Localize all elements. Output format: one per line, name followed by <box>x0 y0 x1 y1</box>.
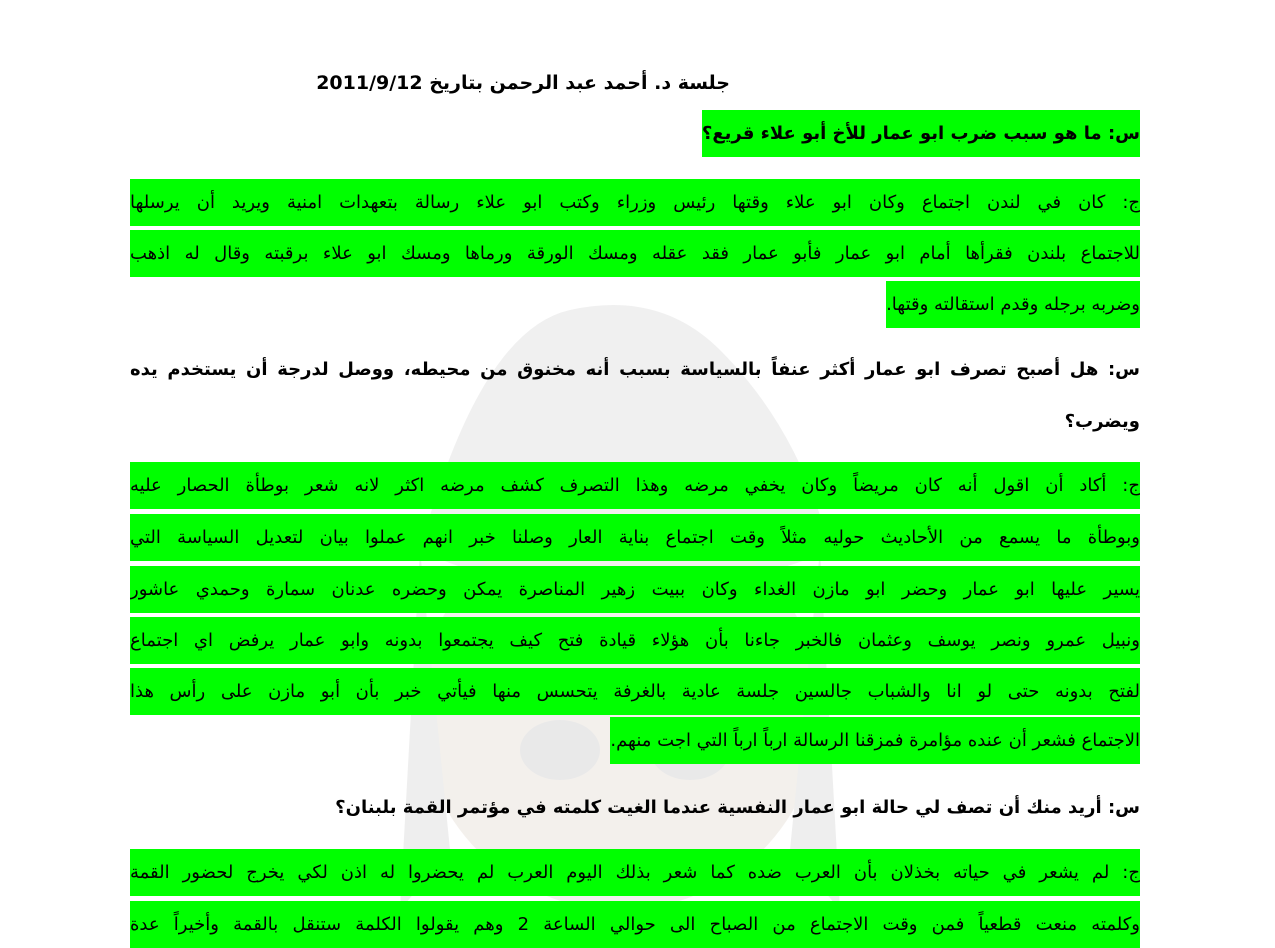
question-1: س: ما هو سبب ضرب ابو عمار للأخ أبو علاء قريع؟ <box>702 110 1140 157</box>
answer-2-line-1: ج: أكاد أن اقول أنه كان مريضاً وكان يخفي مرضه وهذا التصرف كشف مرضه اكثر لانه شعر بوطأة الحصار عليه <box>130 462 1140 509</box>
answer-2-line-4: ونبيل عمرو ونصر يوسف وعثمان فالخبر جاءنا بأن هؤلاء قيادة فتح كيف يجتمعوا بدونه وابو عمار يرفض اي اجتماع <box>130 617 1140 664</box>
question-2-line-2: ويضرب؟ <box>1064 411 1140 432</box>
question-3: س: أريد منك أن تصف لي حالة ابو عمار النفسية عندما الغيت كلمته في مؤتمر القمة بلبنان؟ <box>335 797 1140 818</box>
answer-1-line-2: للاجتماع بلندن فقرأها أمام ابو عمار فأبو عمار فقد عقله ومسك الورقة ورماها ومسك ابو علاء برقبته وقال له اذهب <box>130 230 1140 277</box>
answer-1-line-3: وضربه برجله وقدم استقالته وقتها. <box>886 281 1140 328</box>
session-header <box>130 72 730 102</box>
session-title: جلسة د. أحمد عبد الرحمن بتاريخ <box>429 72 730 94</box>
answer-2-line-5: لفتح بدونه حتى لو انا والشباب جالسين جلسة عادية بالغرفة يتحسس منها فيأتي خبر بأن أبو مازن على رأس هذا <box>130 668 1140 715</box>
session-date: 2011/9/12 <box>316 72 423 94</box>
answer-1-line-1: ج: كان في لندن اجتماع وكان ابو علاء وقتها رئيس وزراء وكتب ابو علاء رسالة بتعهدات امنية ويريد أن يرسلها <box>130 179 1140 226</box>
answer-2-line-6: الاجتماع فشعر أن عنده مؤامرة فمزقنا الرسالة ارباً ارباً التي اجت منهم. <box>610 717 1140 764</box>
answer-3-line-1: ج: لم يشعر في حياته بخذلان بأن العرب ضده كما شعر بذلك اليوم العرب لم يحضروا له اذن لكي يخرج لحضور القمة <box>130 849 1140 896</box>
answer-3-line-2: وكلمته منعت قطعياً فمن وقت الاجتماع من الصباح الى حوالي الساعة 2 وهم يقولوا الكلمة ستنقل بالقمة وأخيراً عدة <box>130 901 1140 948</box>
question-2-line-1: س: هل أصبح تصرف ابو عمار أكثر عنفاً بالسياسة بسبب أنه مخنوق من محيطه، ووصل لدرجة أن يستخدم يده <box>130 359 1140 380</box>
answer-2-line-2: وبوطأة ما يسمع من الأحاديث حوليه مثلاً وقت اجتماع بناية العار وصلنا خبر انهم عملوا بيان لتعديل السياسة التي <box>130 514 1140 561</box>
answer-2-line-3: يسير عليها ابو عمار وحضر ابو مازن الغداء وكان ببيت زهير المناصرة يمكن وحضره عدنان سمارة وحمدي عاشور <box>130 566 1140 613</box>
